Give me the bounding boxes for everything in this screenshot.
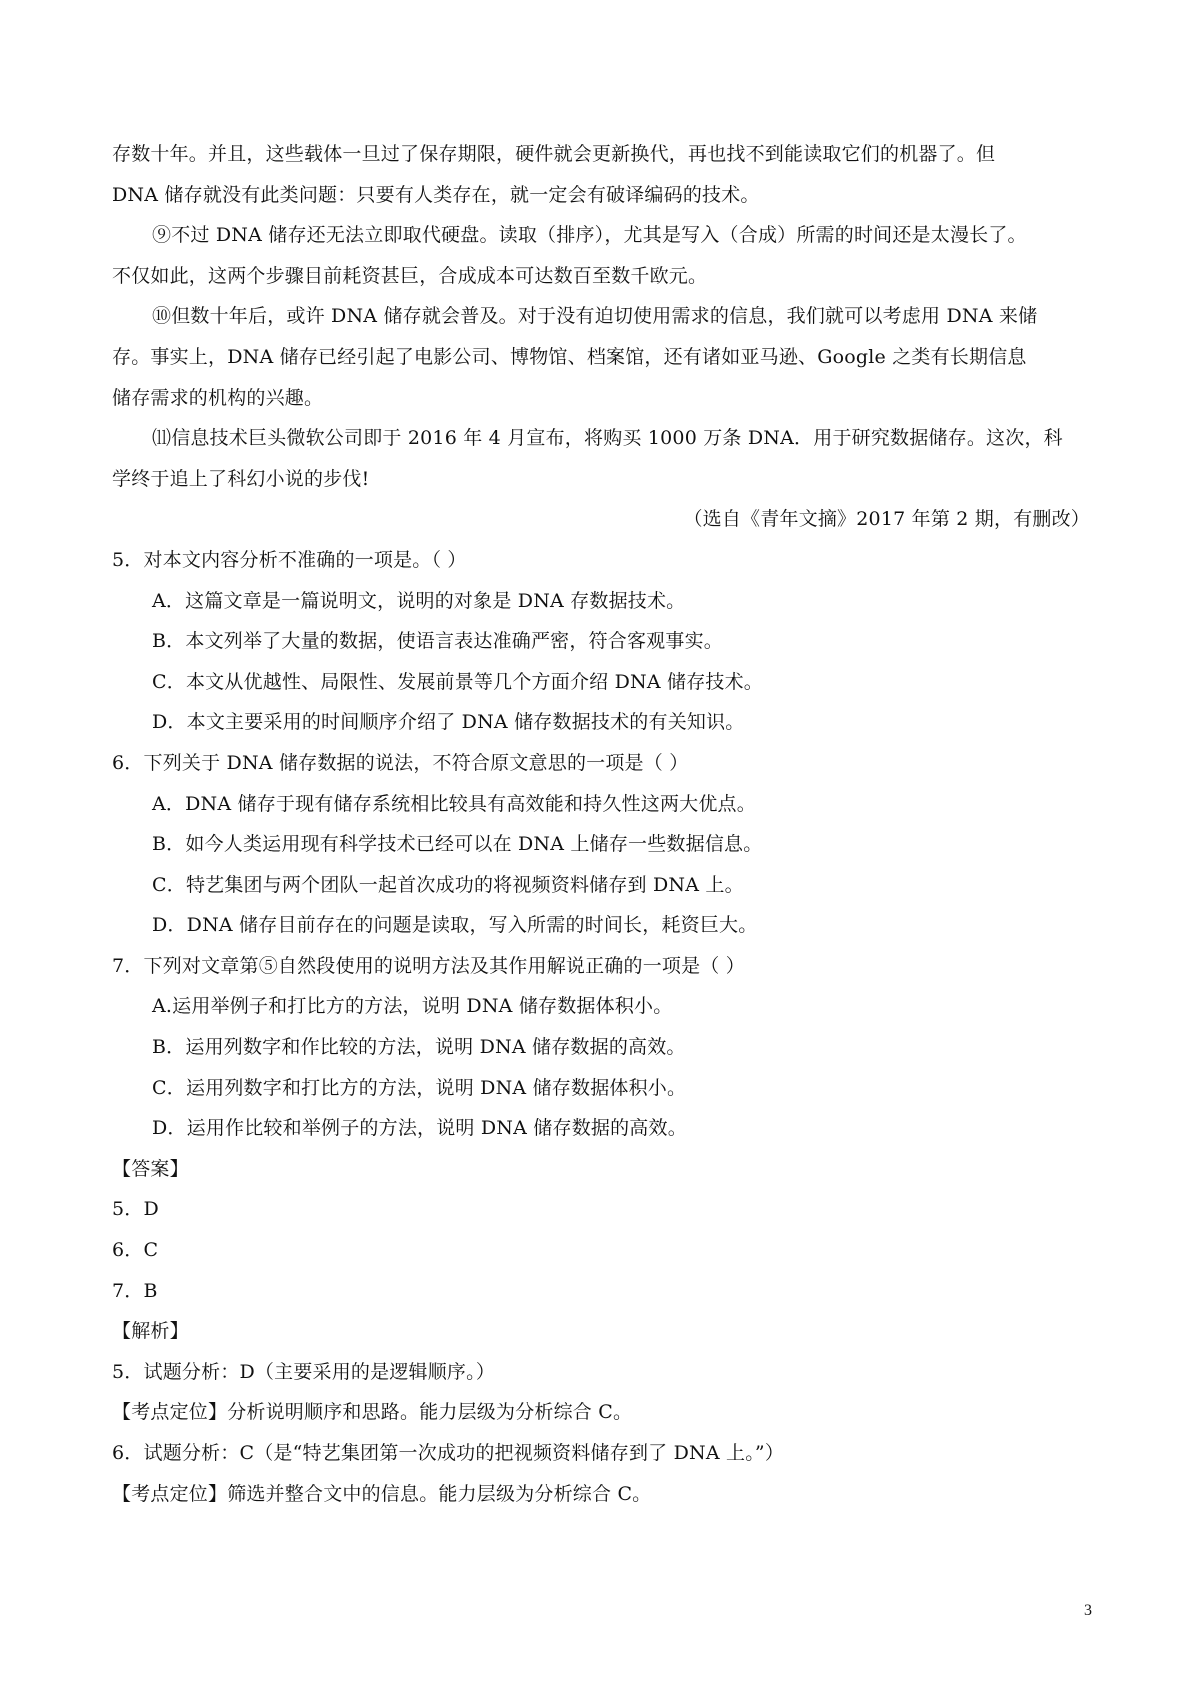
reading-passage [112,134,1098,540]
question-stem: 7．下列对文章第⑤自然段使用的说明方法及其作用解说正确的一项是（ ） [112,954,745,977]
question-option: B．运用列数字和作比较的方法，说明 DNA 储存数据的高效。 [152,1036,686,1059]
question-option: B．如今人类运用现有科学技术已经可以在 DNA 上储存一些数据信息。 [152,833,763,856]
page-number: 3 [1084,1602,1092,1619]
passage-line: 学终于追上了科幻小说的步伐! [112,467,370,490]
answer-item: 5．D [112,1198,159,1221]
analysis-line: 5．试题分析：D（主要采用的是逻辑顺序。） [112,1360,496,1383]
passage-line: 储存需求的机构的兴趣。 [112,386,324,409]
question-stem: 6．下列关于 DNA 储存数据的说法，不符合原文意思的一项是（ ） [112,751,689,774]
passage-line: ⑨不过 DNA 储存还无法立即取代硬盘。读取（排序），尤其是写入（合成）所需的时间还是太漫长了。 [152,224,1027,247]
question-option: C．本文从优越性、局限性、发展前景等几个方面介绍 DNA 储存技术。 [152,670,763,693]
answer-heading: 【答案】 [112,1157,189,1180]
answer-item: 7．B [112,1279,158,1302]
question-option: D．DNA 储存目前存在的问题是读取，写入所需的时间长，耗资巨大。 [152,914,758,937]
analysis-line: 【考点定位】筛选并整合文中的信息。能力层级为分析综合 C。 [112,1482,652,1505]
answer-item: 6．C [112,1239,159,1262]
question-option: A.运用举例子和打比方的方法，说明 DNA 储存数据体积小。 [152,995,673,1018]
analysis-line: 6．试题分析：C（是“特艺集团第一次成功的把视频资料储存到了 DNA 上。”） [112,1442,785,1464]
question-stem: 5．对本文内容分析不准确的一项是。（ ） [112,548,467,571]
analysis-section [112,1311,1098,1514]
passage-line: DNA 储存就没有此类问题：只要有人类存在，就一定会有破译编码的技术。 [112,183,760,206]
question-7 [112,946,1098,1149]
passage-line: 存数十年。并且，这些载体一旦过了保存期限，硬件就会更新换代，再也找不到能读取它们的机器了。但 [112,143,996,165]
passage-source: （选自《青年文摘》2017 年第 2 期，有删改） [683,508,1090,531]
passage-line: 存。事实上，DNA 储存已经引起了电影公司、博物馆、档案馆，还有诸如亚马逊、Google 之类有长期信息 [112,345,1027,368]
answer-section [112,1149,1098,1311]
question-option: A．这篇文章是一篇说明文，说明的对象是 DNA 存数据技术。 [152,589,686,612]
passage-line: 不仅如此，这两个步骤目前耗资甚巨，合成成本可达数百至数千欧元。 [112,264,708,287]
question-option: C．特艺集团与两个团队一起首次成功的将视频资料储存到 DNA 上。 [152,873,744,896]
page-content [112,134,1098,1514]
question-option: B．本文列举了大量的数据，使语言表达准确严密，符合客观事实。 [152,630,723,653]
question-option: A．DNA 储存于现有储存系统相比较具有高效能和持久性这两大优点。 [152,792,756,815]
analysis-heading: 【解析】 [112,1320,189,1343]
passage-line: ⑩但数十年后，或许 DNA 储存就会普及。对于没有迫切使用需求的信息，我们就可以考虑用 DNA 来储 [152,305,1038,328]
question-option: D．运用作比较和举例子的方法，说明 DNA 储存数据的高效。 [152,1117,687,1140]
question-5 [112,540,1098,743]
question-6 [112,743,1098,946]
question-option: D．本文主要采用的时间顺序介绍了 DNA 储存数据技术的有关知识。 [152,711,745,734]
passage-line: ⑾信息技术巨头微软公司即于 2016 年 4 月宣布，将购买 1000 万条 DNA．用于研究数据储存。这次，科 [152,427,1063,450]
analysis-line: 【考点定位】分析说明顺序和思路。能力层级为分析综合 C。 [112,1401,633,1424]
question-option: C．运用列数字和打比方的方法，说明 DNA 储存数据体积小。 [152,1076,687,1099]
